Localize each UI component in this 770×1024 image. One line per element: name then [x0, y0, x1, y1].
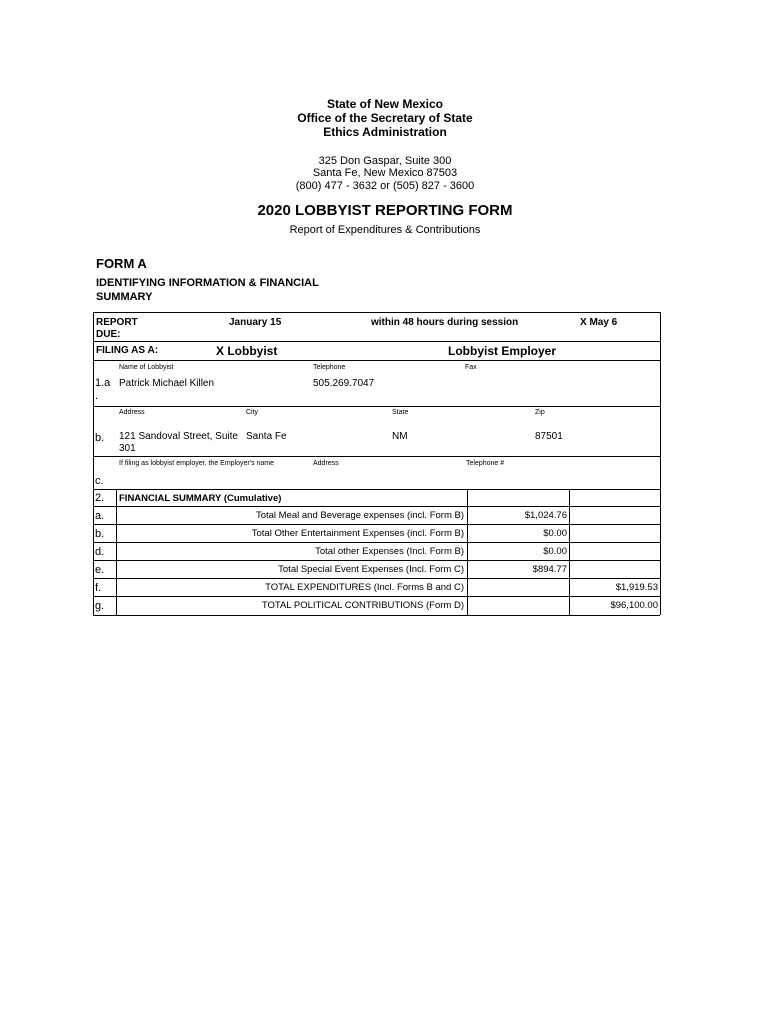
fin-row-value[interactable]: $0.00 [543, 546, 567, 557]
label-telephone: Telephone [313, 364, 346, 371]
lobbyist-state[interactable]: NM [392, 431, 408, 442]
row-number-1a-line-1: 1.a [95, 377, 111, 389]
report-due-may[interactable]: X May 6 [580, 317, 618, 328]
form-title: 2020 LOBBYIST REPORTING FORM [257, 202, 513, 219]
filing-as-label: FILING AS A: [96, 345, 159, 356]
label-employer-telephone: Telephone # [466, 460, 505, 467]
row-number-c: c. [95, 475, 104, 487]
fin-row-num: a. [95, 510, 105, 522]
fin-row-num: e. [95, 564, 105, 576]
label-state: State [392, 409, 409, 416]
form-subtitle: Report of Expenditures & Contributions [289, 224, 481, 236]
fin-row-label: Total Other Entertainment Expenses (incl. Form B) [251, 528, 464, 539]
fin-row-value[interactable]: $0.00 [543, 528, 567, 539]
fin-row-num: g. [95, 600, 105, 612]
header-address-city: Santa Fe, New Mexico 87503 [312, 167, 458, 179]
report-due-label-line-2: DUE: [96, 329, 121, 340]
filing-as-employer[interactable]: Lobbyist Employer [448, 344, 557, 358]
label-employer-address: Address [313, 460, 339, 467]
lobbyist-city[interactable]: Santa Fe [246, 431, 287, 442]
fin-row-label: TOTAL EXPENDITURES (Incl. Forms B and C) [265, 582, 464, 593]
header-address-street: 325 Don Gaspar, Suite 300 [318, 155, 452, 167]
report-due-january[interactable]: January 15 [229, 317, 282, 328]
header-state: State of New Mexico [326, 97, 444, 111]
fin-row-label: Total Meal and Beverage expenses (incl. Form B) [255, 510, 464, 521]
row-number-2: 2. [95, 492, 105, 504]
fin-row-label: Total Special Event Expenses (Incl. Form C) [278, 564, 464, 575]
fin-row-label: Total other Expenses (Incl. Form B) [315, 546, 464, 557]
row-number-1a [95, 377, 110, 403]
lobbyist-address[interactable] [119, 431, 238, 455]
filing-as-lobbyist[interactable]: X Lobbyist [216, 344, 278, 358]
label-zip: Zip [535, 409, 545, 416]
fin-row-value[interactable]: $894.77 [532, 564, 567, 575]
report-due-session[interactable]: within 48 hours during session [371, 317, 519, 328]
fin-row-num: d. [95, 546, 105, 558]
label-city: City [246, 409, 259, 416]
label-name-of-lobbyist: Name of Lobbyist [119, 364, 174, 371]
lobbyist-name[interactable]: Patrick Michael Killen [119, 378, 215, 389]
form-name: FORM A [96, 256, 147, 271]
lobbyist-zip[interactable]: 87501 [535, 431, 563, 442]
label-employer-name: If filing as lobbyist employer, the Employer's name [119, 460, 275, 467]
fin-row-value[interactable]: $1,024.76 [524, 510, 567, 521]
report-due-label [96, 317, 138, 341]
report-due-label-line-1: REPORT [96, 317, 138, 328]
lobbyist-telephone[interactable]: 505.269.7047 [313, 378, 375, 389]
fin-row-total[interactable]: $1,919.53 [615, 582, 658, 593]
row-number-b: b. [95, 432, 105, 444]
fin-row-label: TOTAL POLITICAL CONTRIBUTIONS (Form D) [261, 600, 464, 611]
label-fax: Fax [465, 364, 477, 371]
fin-row-num: b. [95, 528, 105, 540]
label-address: Address [119, 409, 145, 416]
header-phone: (800) 477 - 3632 or (505) 827 - 3600 [295, 180, 475, 192]
fin-row-total[interactable]: $96,100.00 [610, 600, 658, 611]
fin-row-num: f. [95, 582, 102, 594]
header-office: Office of the Secretary of State [297, 111, 473, 125]
header-ethics: Ethics Administration [323, 125, 447, 139]
row-number-1a-line-2: . [95, 390, 99, 402]
lobbyist-address-line-2: 301 [119, 443, 136, 454]
section-title [96, 276, 319, 304]
section-title-line-2: SUMMARY [96, 291, 153, 303]
financial-summary-title: FINANCIAL SUMMARY (Cumulative) [119, 493, 282, 504]
section-title-line-1: IDENTIFYING INFORMATION & FINANCIAL [96, 277, 319, 289]
lobbyist-address-line-1: 121 Sandoval Street, Suite [119, 431, 238, 442]
